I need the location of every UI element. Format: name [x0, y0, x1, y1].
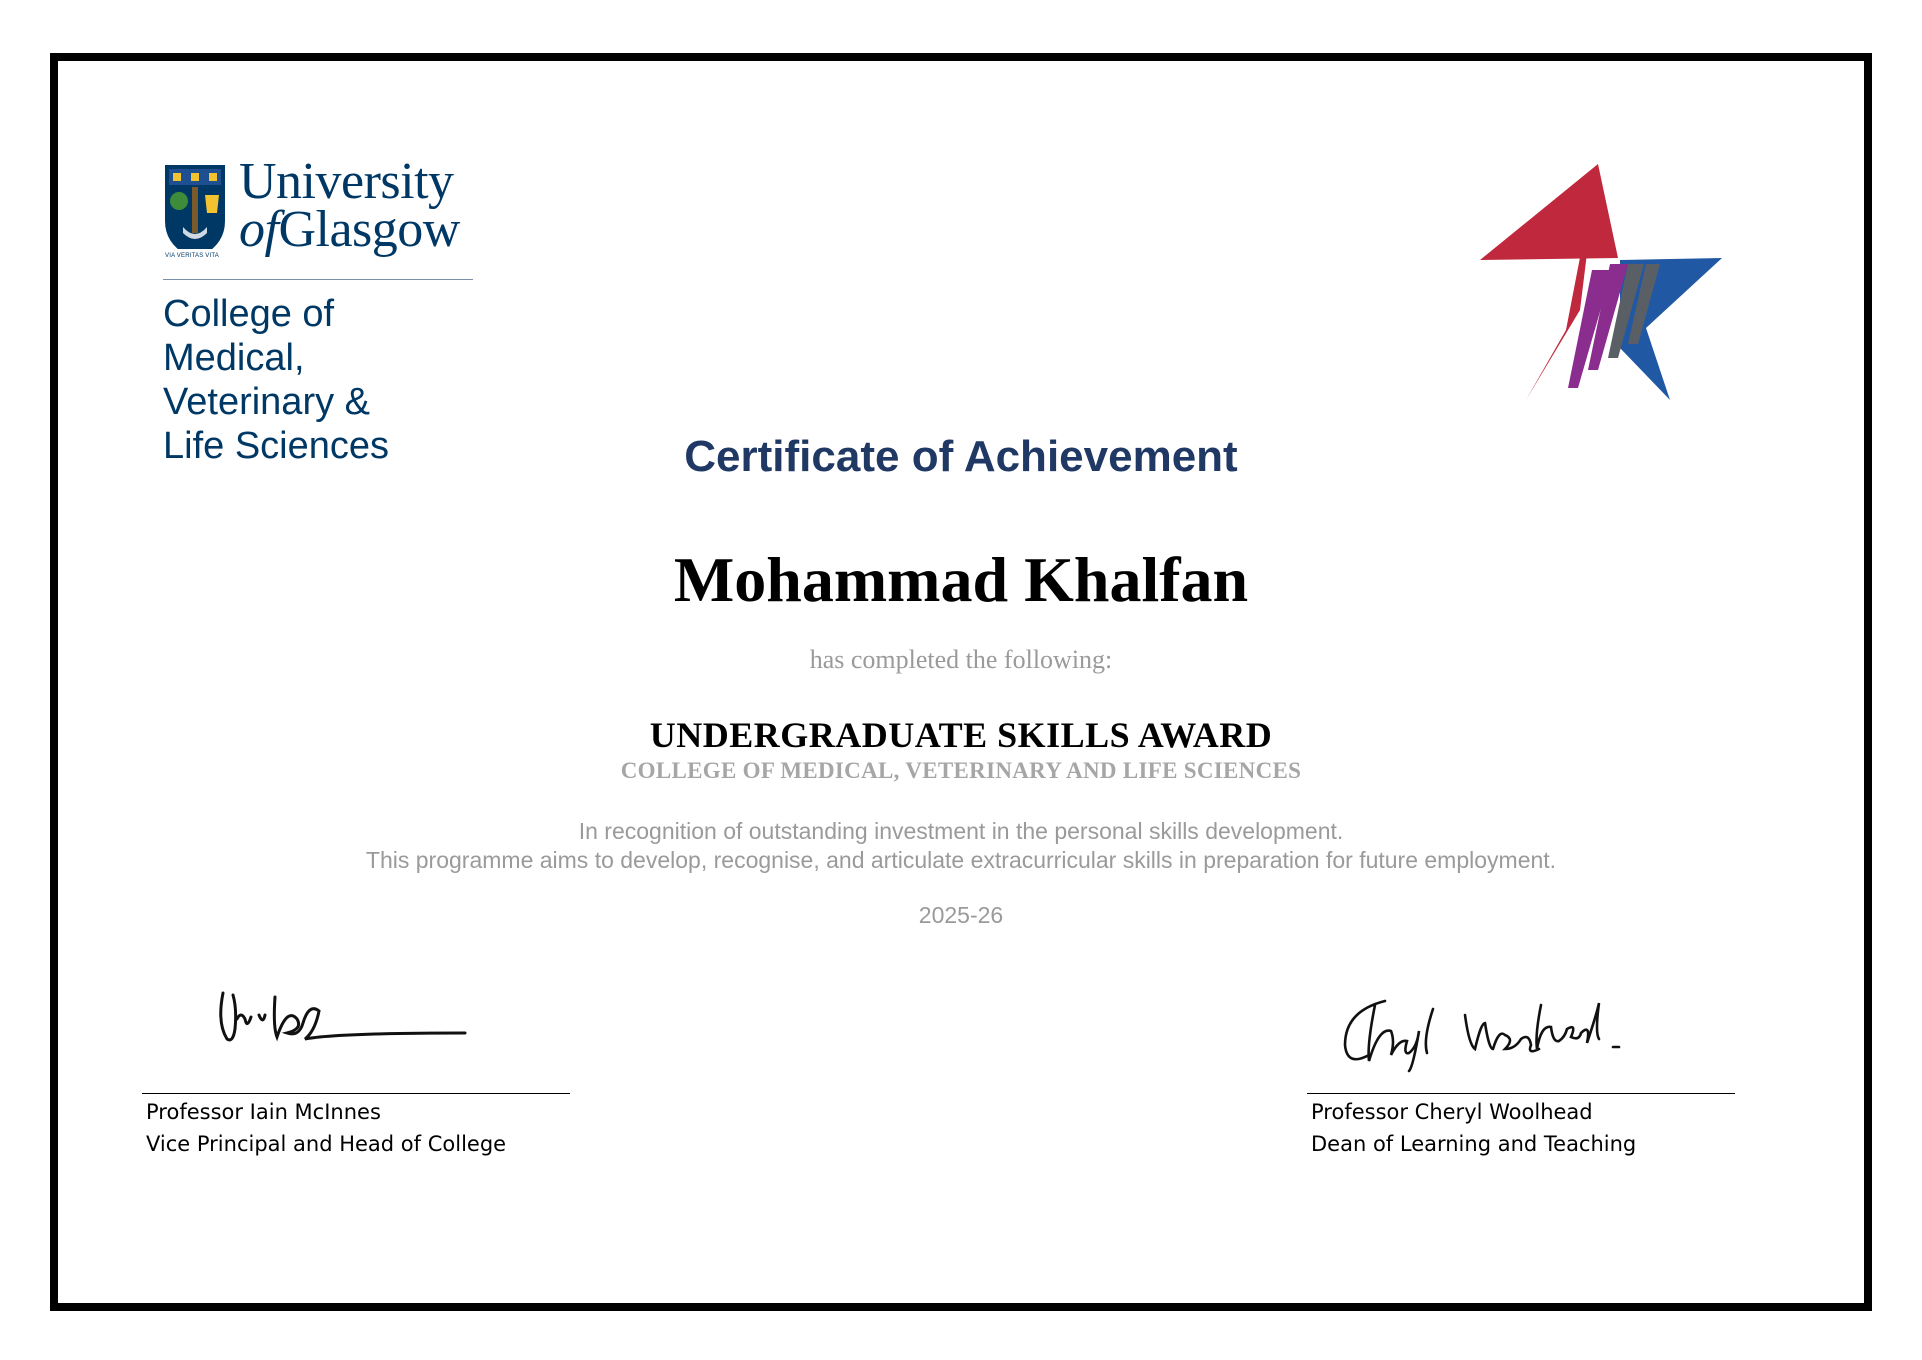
college-name-line: Veterinary &	[163, 381, 370, 423]
signatory-left	[146, 1096, 506, 1160]
university-name-line1: University	[239, 153, 454, 210]
signatory-name: Professor Cheryl Woolhead	[1311, 1100, 1593, 1124]
university-name-of: of	[239, 201, 279, 258]
award-year: 2025-26	[918, 902, 1004, 928]
signatory-right	[1311, 1096, 1636, 1160]
award-name: UNDERGRADUATE SKILLS AWARD	[649, 715, 1273, 755]
award-college: COLLEGE OF MEDICAL, VETERINARY AND LIFE SCIENCES	[620, 758, 1302, 783]
star-logo-icon	[1470, 160, 1730, 405]
recognition-line-1: In recognition of outstanding investment in the personal skills development.	[578, 818, 1344, 844]
completed-text: has completed the following:	[809, 645, 1113, 674]
college-name-line: College of	[163, 293, 335, 335]
recipient-name: Mohammad Khalfan	[673, 544, 1249, 615]
logo-divider	[163, 279, 473, 280]
signature-left	[215, 985, 475, 1065]
college-name-line: Life Sciences	[163, 425, 390, 467]
university-crest-icon	[163, 163, 227, 263]
certificate-title: Certificate of Achievement	[684, 432, 1238, 481]
university-name-line2	[239, 201, 460, 258]
crest-motto: VIA VERITAS VITA	[165, 253, 219, 259]
university-name-glasgow: Glasgow	[278, 201, 460, 258]
signatory-role: Dean of Learning and Teaching	[1311, 1132, 1637, 1156]
signature-right	[1335, 995, 1635, 1075]
college-name-line: Medical,	[163, 337, 305, 379]
signatory-role: Vice Principal and Head of College	[146, 1132, 507, 1156]
signature-line-right	[1307, 1093, 1735, 1094]
signatory-name: Professor Iain McInnes	[146, 1100, 381, 1124]
signature-line-left	[142, 1093, 570, 1094]
recognition-line-2: This programme aims to develop, recognise, and articulate extracurricular skills in preparation for future employment.	[365, 847, 1557, 873]
